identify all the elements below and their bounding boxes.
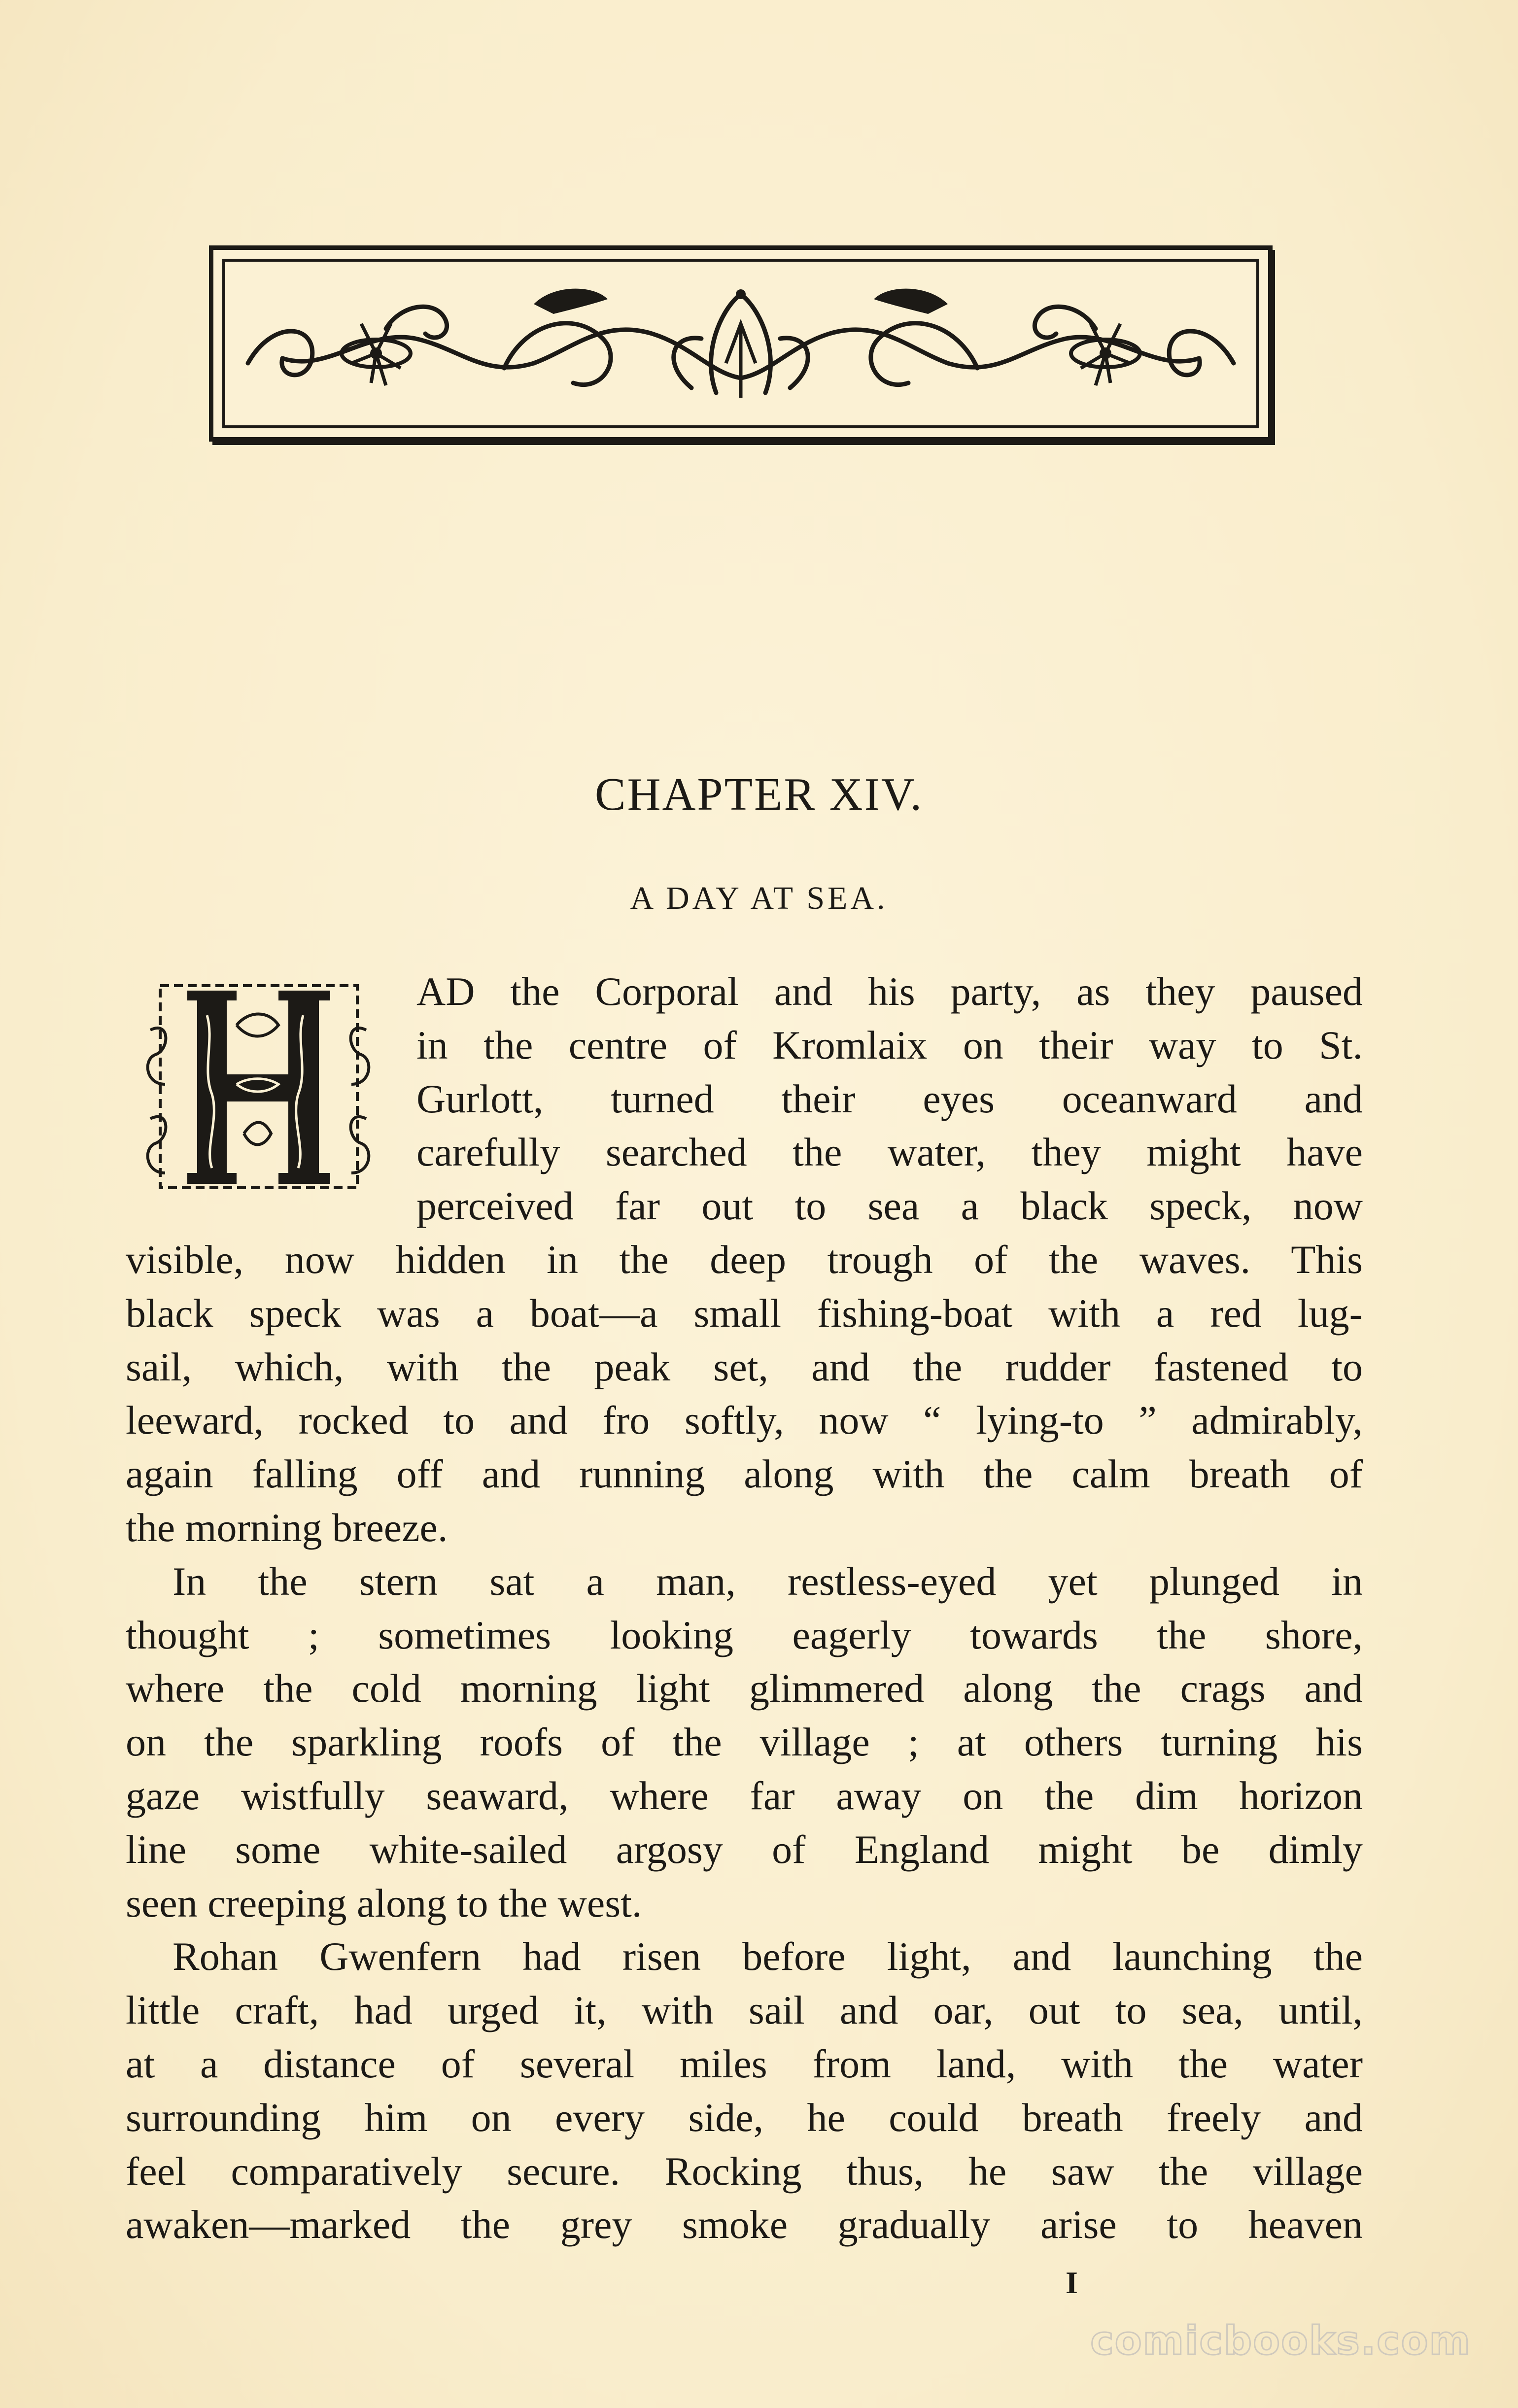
text-line: In the stern sat a man, restless-eyed yet plunged in [172, 1558, 1363, 1604]
page-number: I [1066, 2265, 1078, 2300]
text-line: Gurlott, turned their eyes oceanward and [416, 1076, 1363, 1121]
text-line: perceived far out to sea a black speck, now [416, 1183, 1363, 1229]
text-line: visible, now hidden in the deep trough of the waves. This [126, 1237, 1363, 1282]
text-line: at a distance of several miles from land, with the water [126, 2041, 1363, 2086]
text-line: thought ; sometimes looking eagerly towards the shore, [126, 1612, 1363, 1657]
chapter-title: CHAPTER XIV. [594, 769, 924, 820]
text-line: leeward, rocked to and fro softly, now “ lying-to ” admirably, [126, 1398, 1363, 1443]
text-line: where the cold morning light glimmered along the crags and [126, 1666, 1363, 1711]
text-line: sail, which, with the peak set, and the rudder fastened to [126, 1344, 1363, 1389]
text-line: the morning breeze. [126, 1505, 448, 1550]
text-line: again falling off and running along with the calm breath of [126, 1451, 1363, 1497]
text-line: carefully searched the water, they might have [416, 1130, 1363, 1175]
watermark: comicbooks.com [1090, 2318, 1471, 2364]
text-line: surrounding him on every side, he could breath freely and [126, 2095, 1363, 2140]
text-line: AD the Corporal and his party, as they paused [416, 969, 1363, 1014]
text-line: little craft, had urged it, with sail and oar, out to sea, until, [126, 1988, 1363, 2033]
text-line: on the sparkling roofs of the village ; at others turning his [126, 1720, 1363, 1765]
chapter-headpiece-ornament [209, 245, 1273, 442]
text-line: Rohan Gwenfern had risen before light, and launching the [172, 1934, 1363, 1979]
chapter-body-text [126, 965, 1363, 2252]
text-line: seen creeping along to the west. [126, 1880, 642, 1926]
chapter-subtitle: A DAY AT SEA. [630, 880, 888, 916]
text-line: black speck was a boat—a small fishing-boat with a red lug- [126, 1290, 1363, 1336]
text-line: in the centre of Kromlaix on their way to St. [416, 1022, 1363, 1067]
text-line: feel comparatively secure. Rocking thus, he saw the village [126, 2148, 1363, 2194]
text-line: awaken—marked the grey smoke gradually arise to heaven [126, 2202, 1363, 2247]
text-line: gaze wistfully seaward, where far away on the dim horizon [126, 1773, 1363, 1818]
text-line: line some white-sailed argosy of England might be dimly [126, 1826, 1363, 1872]
floral-scroll-icon [228, 265, 1253, 422]
